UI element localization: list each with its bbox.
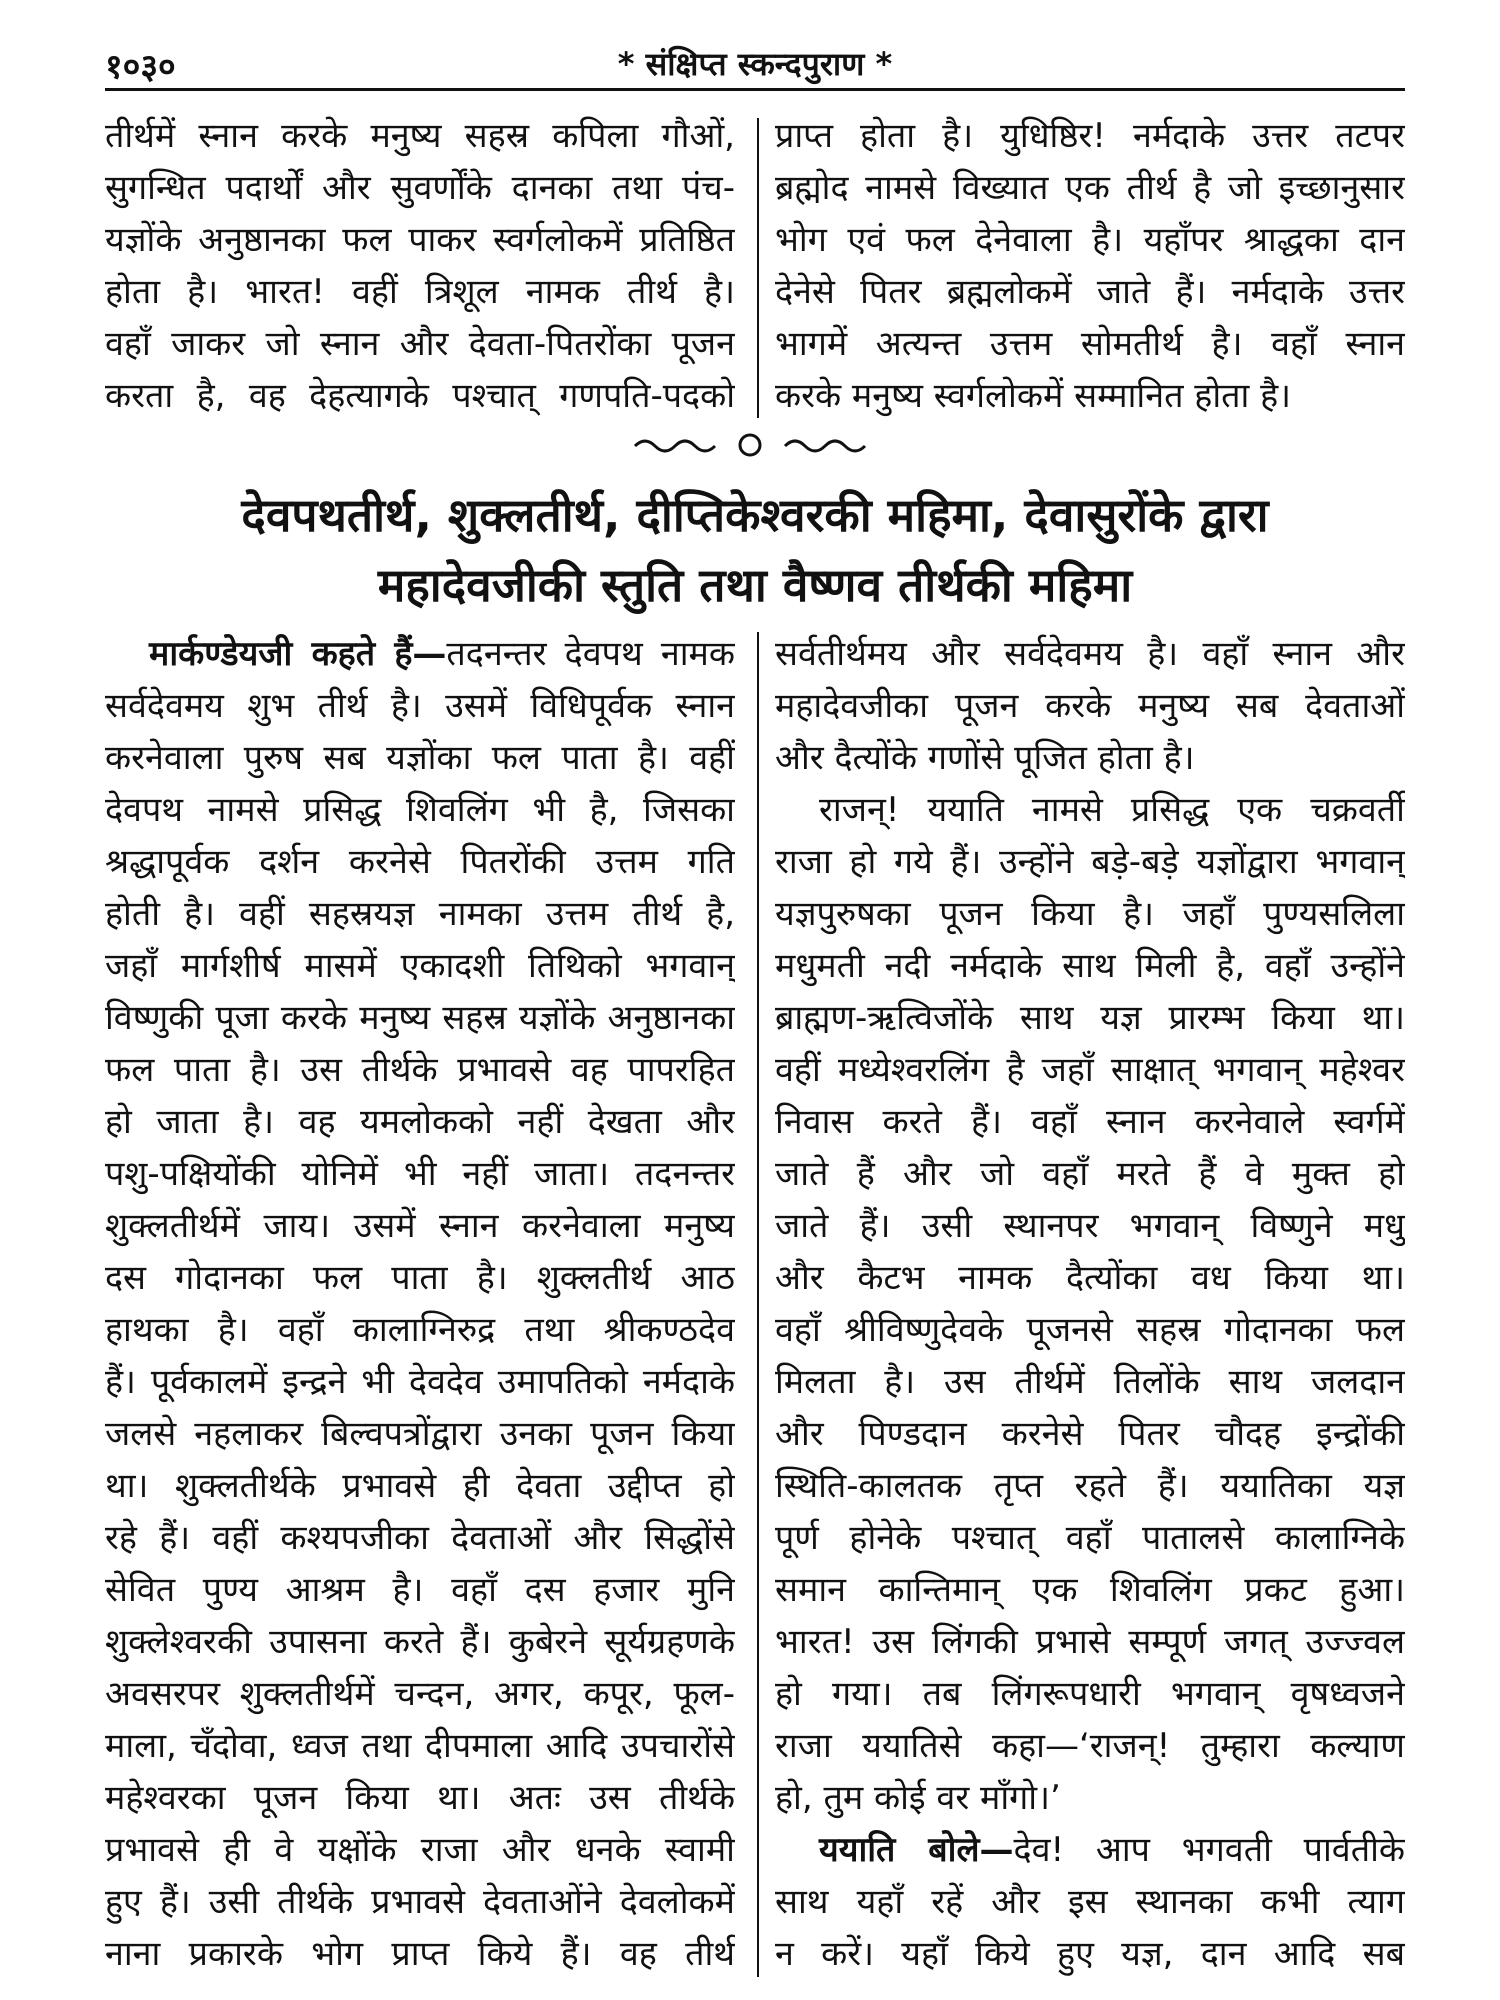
text-line: भोग एवं फल देनेवाला है। यहाँपर श्राद्धका दान: [775, 220, 1405, 260]
text-line: विष्णुकी पूजा करके मनुष्य सहस्र यज्ञोंके अनुष्ठानका: [105, 998, 735, 1038]
text-line: देनेसे पितर ब्रह्मलोकमें जाते हैं। नर्मदाके उत्तर: [775, 272, 1405, 312]
text-line: महादेवजीका पूजन करके मनुष्य सब देवताओं: [775, 686, 1405, 726]
text-line: समान कान्तिमान् एक शिवलिंग प्रकट हुआ।: [775, 1570, 1405, 1610]
text-line: सर्वदेवमय शुभ तीर्थ है। उसमें विधिपूर्वक स्नान: [105, 686, 735, 726]
text-line: वहाँ जाकर जो स्नान और देवता-पितरोंका पूजन: [105, 324, 735, 364]
text-line: होती है। वहीं सहस्रयज्ञ नामका उत्तम तीर्थ है,: [105, 894, 735, 934]
header-rule: [105, 88, 1405, 91]
text-line: सर्वतीर्थमय और सर्वदेवमय है। वहाँ स्नान और: [775, 634, 1405, 674]
text-line: निवास करते हैं। वहाँ स्नान करनेवाले स्वर्गमें: [775, 1102, 1405, 1142]
text-line: ब्राह्मण-ऋत्विजोंके साथ यज्ञ प्रारम्भ किया था।: [775, 998, 1405, 1038]
text-line: जाते हैं और जो वहाँ मरते हैं वे मुक्त हो: [775, 1154, 1405, 1194]
running-title: * संक्षिप्त स्कन्दपुराण *: [617, 45, 893, 83]
text-line: पूर्ण होनेके पश्चात् वहाँ पातालसे कालाग्निके: [775, 1518, 1405, 1558]
text-line: यज्ञपुरुषका पूजन किया है। जहाँ पुण्यसलिला: [775, 894, 1405, 934]
text-line: हाथका है। वहाँ कालाग्निरुद्र तथा श्रीकण्ठदेव: [105, 1310, 735, 1350]
text-line: राजन्! ययाति नामसे प्रसिद्ध एक चक्रवर्ती: [819, 790, 1405, 830]
text-line: जलसे नहलाकर बिल्वपत्रोंद्वारा उनका पूजन किया: [105, 1414, 735, 1454]
text-line: अवसरपर शुक्लतीर्थमें चन्दन, अगर, कपूर, फूल-: [105, 1674, 735, 1714]
main-column-divider: [757, 632, 759, 1977]
top-right-column: [775, 110, 1405, 422]
page-number: १०३०: [105, 47, 176, 87]
speaker-yayati: ययाति बोले—: [819, 1830, 1014, 1870]
text-line: होता है। भारत! वहीं त्रिशूल नामक तीर्थ है।: [105, 272, 735, 312]
text-line: और कैटभ नामक दैत्योंका वध किया था।: [775, 1258, 1405, 1298]
text-line: स्थिति-कालतक तृप्त रहते हैं। ययातिका यज्ञ: [775, 1466, 1405, 1506]
text-line: फल पाता है। उस तीर्थके प्रभावसे वह पापरहित: [105, 1050, 735, 1090]
main-left-first-line: [105, 628, 735, 680]
text-line: राजा हो गये हैं। उन्होंने बड़े-बड़े यज्ञोंद्वारा भगवान्: [775, 842, 1405, 882]
text-line: साथ यहाँ रहें और इस स्थानका कभी त्याग: [775, 1882, 1405, 1922]
text-line: देवपथ नामसे प्रसिद्ध शिवलिंग भी है, जिसका: [105, 790, 735, 830]
top-left-column: [105, 110, 735, 422]
text-line: हुए हैं। उसी तीर्थके प्रभावसे देवताओंने देवलोकमें: [105, 1882, 735, 1922]
speaker-markandeya: मार्कण्डेयजी कहते हैं—: [149, 634, 447, 674]
section-ornament: [625, 424, 875, 464]
text-line: प्राप्त होता है। युधिष्ठिर! नर्मदाके उत्तर तटपर: [775, 116, 1405, 156]
text-line: हो, तुम कोई वर माँगो।’: [775, 1778, 1061, 1818]
text-line: ब्रह्मोद नामसे विख्यात एक तीर्थ है जो इच्छानुसार: [775, 168, 1405, 208]
text-line: पशु-पक्षियोंकी योनिमें भी नहीं जाता। तदनन्तर: [105, 1154, 735, 1194]
text-line: महेश्वरका पूजन किया था। अतः उस तीर्थके: [105, 1778, 735, 1818]
main-left-first-line-text: तदनन्तर देवपथ नामक: [446, 634, 735, 674]
text-line: मिलता है। उस तीर्थमें तिलोंके साथ जलदान: [775, 1362, 1405, 1402]
text-line: सेवित पुण्य आश्रम है। वहाँ दस हजार मुनि: [105, 1570, 735, 1610]
text-line: हो जाता है। वह यमलोकको नहीं देखता और: [105, 1102, 735, 1142]
text-line: हैं। पूर्वकालमें इन्द्रने भी देवदेव उमापतिको नर्मदाके: [105, 1362, 735, 1402]
text-line: नाना प्रकारके भोग प्राप्त किये हैं। वह तीर्थ: [105, 1934, 735, 1974]
speaker-line: [775, 1824, 1405, 1876]
text-line: यज्ञोंके अनुष्ठानका फल पाकर स्वर्गलोकमें प्रतिष्ठित: [105, 220, 735, 260]
text-line: जहाँ मार्गशीर्ष मासमें एकादशी तिथिको भगवान्: [105, 946, 735, 986]
text-line: करनेवाला पुरुष सब यज्ञोंका फल पाता है। वहीं: [105, 738, 735, 778]
text-line: वहाँ श्रीविष्णुदेवके पूजनसे सहस्र गोदानका फल: [775, 1310, 1405, 1350]
text-line: प्रभावसे ही वे यक्षोंके राजा और धनके स्वामी: [105, 1830, 735, 1870]
page-header: [105, 38, 1405, 90]
text-line: भारत! उस लिंगकी प्रभासे सम्पूर्ण जगत् उज्ज्वल: [775, 1622, 1405, 1662]
text-line: भागमें अत्यन्त उत्तम सोमतीर्थ है। वहाँ स्नान: [775, 324, 1405, 364]
text-line: वहीं मध्येश्वरलिंग है जहाँ साक्षात् भगवान् महेश्वर: [775, 1050, 1405, 1090]
text-line: तीर्थमें स्नान करके मनुष्य सहस्र कपिला गौओं,: [105, 116, 735, 156]
text-line: रहे हैं। वहीं कश्यपजीका देवताओं और सिद्धोंसे: [105, 1518, 735, 1558]
text-line: हो गया। तब लिंगरूपधारी भगवान् वृषध्वजने: [775, 1674, 1405, 1714]
chapter-heading: [105, 480, 1405, 620]
text-line: श्रद्धापूर्वक दर्शन करनेसे पितरोंकी उत्तम गति: [105, 842, 735, 882]
text-line: और पिण्डदान करनेसे पितर चौदह इन्द्रोंकी: [775, 1414, 1405, 1454]
chapter-heading-line2: महादेवजीकी स्तुति तथा वैष्णव तीर्थकी महिमा: [377, 558, 1133, 612]
text-line: शुक्लेश्वरकी उपासना करते हैं। कुबेरने सूर्यग्रहणके: [105, 1622, 735, 1662]
chapter-heading-line1: देवपथतीर्थ, शुक्लतीर्थ, दीप्तिकेश्वरकी महिमा, देवासुरोंके द्वारा: [241, 488, 1269, 542]
text-line: सुगन्धित पदार्थों और सुवर्णोंके दानका तथा पंच-: [105, 168, 735, 208]
text-line: मधुमती नदी नर्मदाके साथ मिली है, वहाँ उन्होंने: [775, 946, 1405, 986]
text-line: जाते हैं। उसी स्थानपर भगवान् विष्णुने मधु: [775, 1206, 1405, 1246]
text-line: और दैत्योंके गणोंसे पूजित होता है।: [775, 738, 1195, 778]
text-line: था। शुक्लतीर्थके प्रभावसे ही देवता उद्दीप्त हो: [105, 1466, 735, 1506]
text-line: करके मनुष्य स्वर्गलोकमें सम्मानित होता है।: [775, 376, 1292, 416]
main-left-column: [105, 628, 735, 1980]
text-line: राजा ययातिसे कहा—‘राजन्! तुम्हारा कल्याण: [775, 1726, 1405, 1766]
top-column-divider: [757, 118, 759, 418]
text-line: न करें। यहाँ किये हुए यज्ञ, दान आदि सब: [775, 1934, 1405, 1974]
text-line: माला, चँदोवा, ध्वज तथा दीपमाला आदि उपचारोंसे: [105, 1726, 735, 1766]
speaker-line-text: देव! आप भगवती पार्वतीके: [1013, 1830, 1405, 1870]
text-line: करता है, वह देहत्यागके पश्चात् गणपति-पदको: [105, 376, 735, 416]
text-line: शुक्लतीर्थमें जाय। उसमें स्नान करनेवाला मनुष्य: [105, 1206, 735, 1246]
main-right-column: [775, 628, 1405, 1980]
text-line: दस गोदानका फल पाता है। शुक्लतीर्थ आठ: [105, 1258, 735, 1298]
